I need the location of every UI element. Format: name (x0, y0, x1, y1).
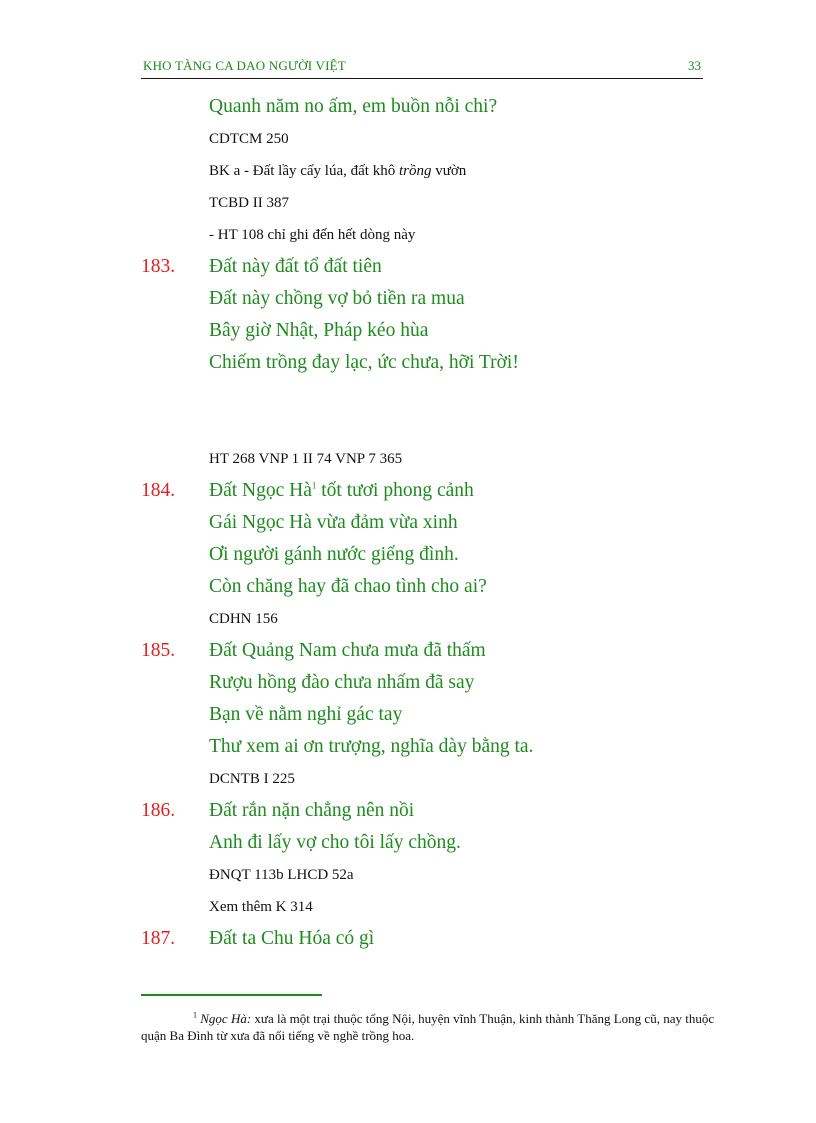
footnote-marker: 1 (311, 480, 317, 491)
verse-line: Thư xem ai ơn trượng, nghĩa dày bằng ta. (209, 736, 534, 757)
verse-line: Bây giờ Nhật, Pháp kéo hùa (209, 320, 429, 341)
reference-line: ĐNQT 113b LHCD 52a (209, 867, 354, 883)
footnote-number: 1 (193, 1010, 197, 1020)
poem-number: 185. (141, 640, 176, 661)
verse-line: Anh đi lấy vợ cho tôi lấy chồng. (209, 832, 461, 853)
reference-line (209, 163, 466, 180)
verse-line: Rượu hồng đào chưa nhấm đã say (209, 672, 475, 693)
poem-number: 183. (141, 256, 176, 277)
verse-line: Đất ta Chu Hóa có gì (209, 928, 375, 949)
footnote (141, 1010, 716, 1044)
footnote-text: xưa là một trại thuộc tổng Nội, huyện vĩnh Thuận, kinh thành Thăng Long cũ, nay thuộc quận Ba Đình từ xưa đã nổi tiếng về nghề trồng hoa. (141, 1011, 715, 1043)
reference-text: vườn (431, 163, 467, 179)
poem-number: 187. (141, 928, 176, 949)
reference-line: CDTCM 250 (209, 131, 289, 147)
verse-line: Chiếm trồng đay lạc, ức chưa, hỡi Trời! (209, 352, 519, 373)
poem-number: 186. (141, 800, 176, 821)
book-title: KHO TÀNG CA DAO NGƯỜI VIỆT (143, 58, 346, 73)
verse-line: Bạn về nằm nghỉ gác tay (209, 704, 403, 725)
reference-line: HT 268 VNP 1 II 74 VNP 7 365 (209, 451, 403, 467)
reference-text: BK a - Đất lầy cấy lúa, đất khô (209, 163, 399, 179)
verse-line: Quanh năm no ấm, em buồn nỗi chi? (209, 96, 498, 117)
reference-line: - HT 108 chỉ ghi đến hết dòng này (209, 227, 416, 243)
reference-line: Xem thêm K 314 (209, 899, 313, 915)
reference-line: DCNTB I 225 (209, 771, 295, 787)
verse-line: Ơi người gánh nước giếng đình. (209, 544, 459, 565)
poem-number: 184. (141, 480, 176, 501)
verse-line: Còn chăng hay đã chao tình cho ai? (209, 576, 487, 597)
page-number: 33 (688, 58, 701, 73)
footnote-divider (141, 994, 322, 996)
verse-line: Đất Quảng Nam chưa mưa đã thấm (209, 640, 486, 661)
verse-line: Đất rắn nặn chẳng nên nồi (209, 800, 415, 821)
verse-line: Gái Ngọc Hà vừa đảm vừa xinh (209, 512, 458, 533)
verse-line (209, 480, 474, 502)
running-header (141, 56, 703, 79)
verse-line: Đất này đất tổ đất tiên (209, 256, 382, 277)
verse-text: Đất Ngọc Hà (209, 480, 312, 501)
verse-text: tốt tươi phong cảnh (316, 480, 474, 501)
reference-line: TCBD II 387 (209, 195, 289, 211)
emphasis-word: trồng (398, 163, 432, 179)
footnote-term: Ngọc Hà: (200, 1011, 252, 1026)
verse-line: Đất này chồng vợ bỏ tiền ra mua (209, 288, 465, 309)
reference-line: CDHN 156 (209, 611, 278, 627)
